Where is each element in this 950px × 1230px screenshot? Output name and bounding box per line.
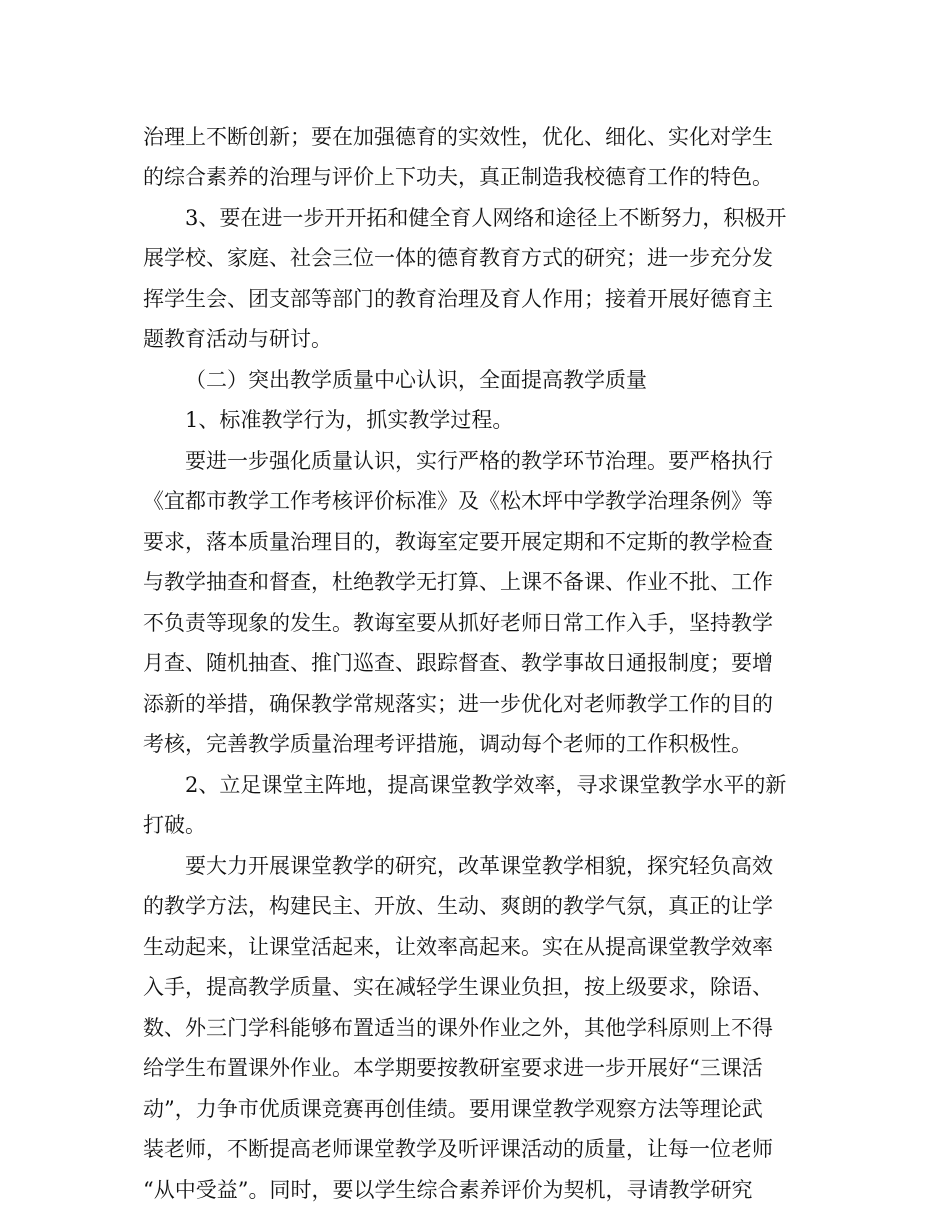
subsection-heading: 打破。: [143, 813, 206, 837]
paragraph-line: “从中受益”。同时，要以学生综合素养评价为契机，寻请教学研究: [143, 1178, 753, 1202]
paragraph-line: 与教学抽查和督查，杜绝教学无打算、上课不备课、作业不批、工作: [143, 570, 773, 594]
paragraph-line: 的教学方法，构建民主、开放、生动、爽朗的教学气氛，真正的让学: [143, 894, 773, 918]
paragraph-line: 添新的举措，确保教学常规落实；进一步优化对老师教学工作的目的: [143, 692, 773, 716]
paragraph-line: 入手，提高教学质量、实在减轻学生课业负担，按上级要求，除语、: [143, 975, 773, 999]
subsection-heading: 1、标准教学行为，抓实教学过程。: [185, 408, 514, 432]
paragraph-line: 要进一步强化质量认识，实行严格的教学环节治理。要严格执行: [185, 449, 773, 473]
subsection-heading: 2、立足课堂主阵地，提高课堂教学效率，寻求课堂教学水平的新: [185, 773, 787, 797]
paragraph-line: 题教育活动与研讨。: [143, 327, 332, 351]
paragraph-line: 月查、随机抽查、推门巡查、跟踪督查、教学事故日通报制度；要增: [143, 651, 773, 675]
paragraph-line: 生动起来，让课堂活起来，让效率高起来。实在从提高课堂教学效率: [143, 935, 773, 959]
paragraph-line: 要大力开展课堂教学的研究，改革课堂教学相貌，探究轻负高效: [185, 854, 773, 878]
paragraph-line: 给学生布置课外作业。本学期要按教研室要求进一步开展好“三课活: [143, 1056, 763, 1080]
paragraph-line: 《宜都市教学工作考核评价标准》及《松木坪中学教学治理条例》等: [143, 489, 773, 513]
paragraph-line: 动”，力争市优质课竞赛再创佳绩。要用课堂教学观察方法等理论武: [143, 1097, 763, 1121]
paragraph-line: 不负责等现象的发生。教诲室要从抓好老师日常工作入手，坚持教学: [143, 611, 773, 635]
paragraph-line: 展学校、家庭、社会三位一体的德育教育方式的研究；进一步充分发: [143, 246, 773, 270]
section-heading: （二）突出教学质量中心认识，全面提高教学质量: [185, 368, 647, 392]
paragraph-line: 数、外三门学科能够布置适当的课外作业之外，其他学科原则上不得: [143, 1016, 773, 1040]
paragraph-line: 装老师，不断提高老师课堂教学及听评课活动的质量，让每一位老师: [143, 1137, 773, 1161]
paragraph-line: 治理上不断创新；要在加强德育的实效性，优化、细化、实化对学生: [143, 125, 773, 149]
paragraph-line: 考核，完善教学质量治理考评措施，调动每个老师的工作积极性。: [143, 732, 752, 756]
paragraph-line: 3、要在进一步开开拓和健全育人网络和途径上不断努力，积极开: [185, 206, 787, 230]
paragraph-line: 挥学生会、团支部等部门的教育治理及育人作用；接着开展好德育主: [143, 287, 773, 311]
paragraph-line: 要求，落本质量治理目的，教诲室定要开展定期和不定斯的教学检查: [143, 530, 773, 554]
paragraph-line: 的综合素养的治理与评价上下功夫，真正制造我校德育工作的特色。: [143, 165, 773, 189]
